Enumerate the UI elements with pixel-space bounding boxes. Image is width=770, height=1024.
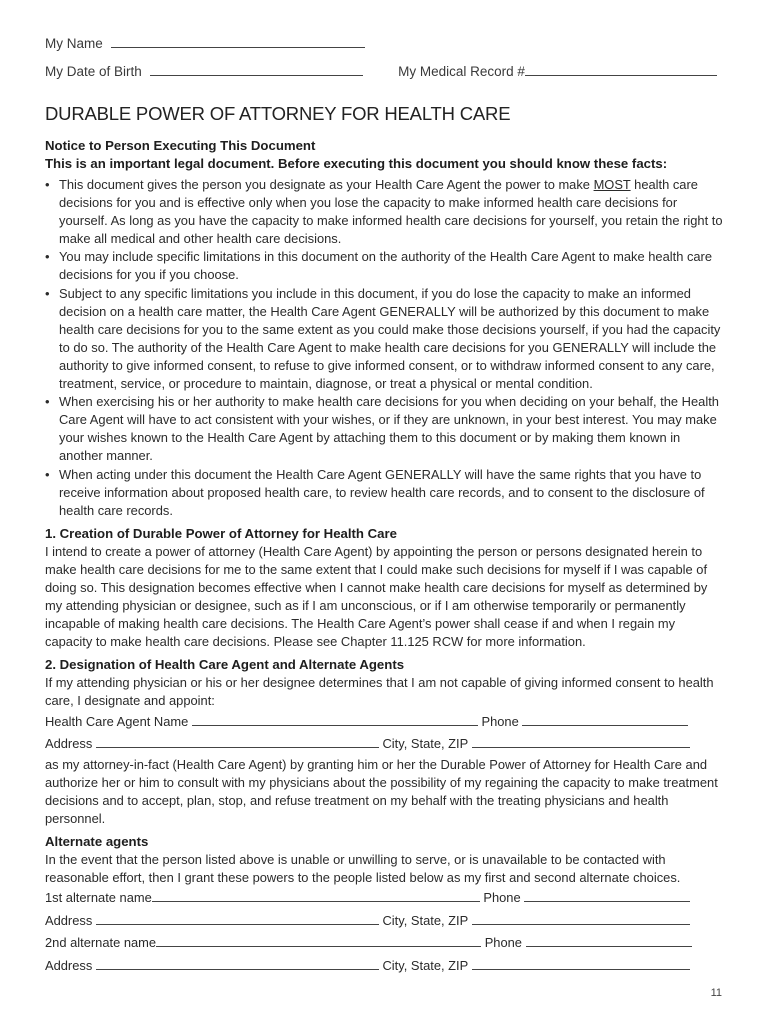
alt1-name-row	[45, 887, 725, 910]
alt2-address-field[interactable]	[96, 957, 379, 970]
dob-field[interactable]	[150, 61, 363, 76]
agent-address-row	[45, 733, 725, 756]
name-field[interactable]	[111, 33, 365, 48]
most-emphasis: MOST	[593, 177, 631, 192]
agent-name-label: Health Care Agent Name	[45, 713, 189, 729]
alt2-name-label: 2nd alternate name	[45, 935, 157, 951]
bullet-icon: •	[45, 249, 50, 265]
bullet-icon: •	[45, 394, 50, 410]
name-row	[45, 33, 725, 61]
bullet-icon: •	[45, 466, 50, 482]
alt2-phone-field[interactable]	[526, 934, 692, 947]
agent-name-row	[45, 711, 725, 734]
list-item: • Subject to any specific limitations you include in this document, if you do lose the capacity to make an informed decision on a health care matter, the Health Care Agent GENERALLY will be authorized by this document to make health care decisions for you to the same extent as you could make those decisions yourself, if you had the capacity to do so. The authority of the Health Care Agent to make health care decisions for you GENERALLY will include the authority to give informed consent, to refuse to give informed consent, or to withdraw informed consent to any care, treatment, service, or procedure to maintain, diagnose, or treat a physical or mental condition.	[45, 285, 721, 392]
agent-city-field[interactable]	[472, 735, 690, 748]
alt1-address-label: Address	[45, 912, 93, 928]
list-item: • This document gives the person you designate as your Health Care Agent the power to make MOST health care decisions for you and is effective only when you lose the capacity to make informed health care decisions for yourself. As long as you have the capacity to make informed health care decisions for yourself, you retain the right to make all medical and other health care decisions.	[45, 177, 723, 247]
dob-row	[45, 61, 725, 89]
alternates-heading: Alternate agents	[45, 834, 149, 850]
alt1-phone-label: Phone	[483, 890, 521, 906]
alt1-phone-field[interactable]	[524, 889, 690, 902]
agent-city-label: City, State, ZIP	[382, 736, 468, 752]
authority-text: as my attorney-in-fact (Health Care Agent) by granting him or her the Durable Power of Attorney for Health Care and authorize her or him to consult with my physicians about the possibility of my regaining the capacity to make treatment decisions and to accept, plan, stop, and refuse treatment on my behalf with the treating physicians and health personnel.	[45, 756, 718, 826]
medical-record-field[interactable]	[525, 61, 717, 76]
alt2-address-row	[45, 955, 725, 978]
alt2-name-row	[45, 932, 725, 955]
alt1-city-label: City, State, ZIP	[382, 912, 468, 928]
alternates-text: In the event that the person listed above is unable or unwilling to serve, or is unavailable to be contacted with reasonable effort, then I grant these powers to the people listed below as my first and second alternate choices.	[45, 852, 681, 886]
form-page	[45, 33, 725, 978]
section2-intro: If my attending physician or his or her designee determines that I am not capable of giving informed consent to health care, I designate and appoint:	[45, 675, 714, 709]
alt2-city-field[interactable]	[472, 957, 690, 970]
agent-address-field[interactable]	[96, 735, 379, 748]
alt2-address-label: Address	[45, 958, 93, 974]
list-item: • When acting under this document the Health Care Agent GENERALLY will have the same rights that you have to receive information about proposed health care, to review health care records, and to consent to the disclosure of health care records.	[45, 466, 705, 518]
notice-heading: Notice to Person Executing This Document	[45, 138, 316, 153]
agent-phone-label: Phone	[481, 713, 519, 729]
notice-subheading: This is an important legal document. Before executing this document you should know these facts:	[45, 156, 668, 171]
alt2-city-label: City, State, ZIP	[382, 958, 468, 974]
page-number: 11	[710, 987, 722, 999]
bullet-icon: •	[45, 177, 50, 192]
list-item: • You may include specific limitations in this document on the authority of the Health Care Agent to make health care decisions for you if you choose.	[45, 249, 713, 283]
list-item: • When exercising his or her authority to make health care decisions for you when deciding on your behalf, the Health Care Agent will have to act consistent with your wishes, or if they are unknown, in your best interest. You may make your wishes known to the Health Care Agent by attaching them to this document or by making them known in another manner.	[45, 394, 719, 464]
alt1-name-field[interactable]	[152, 889, 480, 902]
document-title: DURABLE POWER OF ATTORNEY FOR HEALTH CARE	[45, 103, 511, 124]
section2-heading: 2. Designation of Health Care Agent and Alternate Agents	[45, 657, 405, 673]
alt1-address-row	[45, 910, 725, 933]
section1-heading: 1. Creation of Durable Power of Attorney for Health Care	[45, 525, 397, 541]
agent-name-field[interactable]	[192, 713, 478, 726]
alt1-address-field[interactable]	[96, 912, 379, 925]
alt2-phone-label: Phone	[484, 935, 522, 951]
medical-record-label: My Medical Record #	[398, 64, 525, 79]
alt2-name-field[interactable]	[156, 934, 481, 947]
name-label: My Name	[45, 36, 103, 51]
bullet-icon: •	[45, 285, 50, 301]
dob-label: My Date of Birth	[45, 64, 142, 79]
notice-bullet-list	[45, 176, 725, 520]
section1-text: I intend to create a power of attorney (Health Care Agent) by appointing the person or persons designated herein to make health care decisions for me to the same extent that I could make such decisions for myself if I was capable of doing so. This designation becomes effective when I cannot make health care decisions for myself as determined by my attending physician or designee, such as if I am unconscious, or if I am otherwise temporarily or permanently incapable of making health care decisions. The Health Care Agent’s power shall cease if and when I regain my capacity to make health care decisions. Please see Chapter 11.125 RCW for more information.	[45, 543, 708, 650]
alt1-name-label: 1st alternate name	[45, 890, 152, 906]
alt1-city-field[interactable]	[472, 912, 690, 925]
agent-phone-field[interactable]	[522, 713, 688, 726]
agent-address-label: Address	[45, 736, 93, 752]
